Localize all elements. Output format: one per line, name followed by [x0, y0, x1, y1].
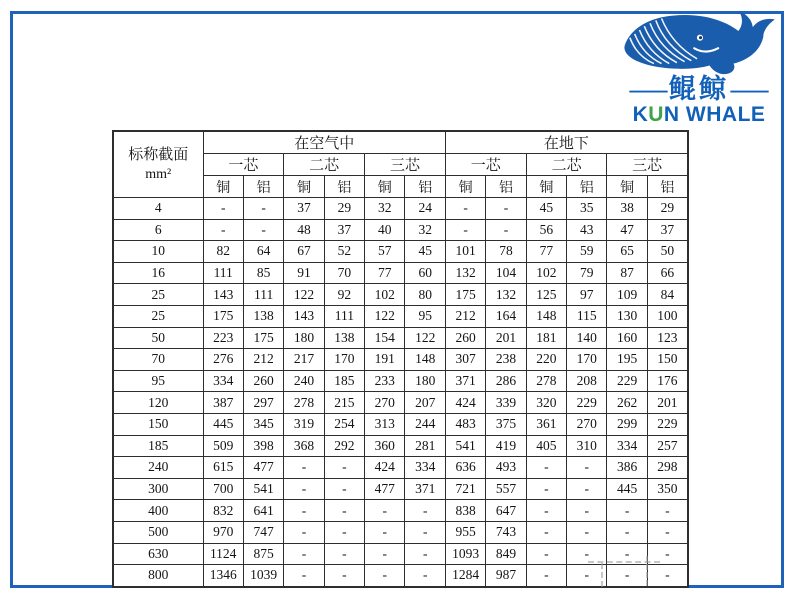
- logo-name-cn: 鲲鲸: [669, 74, 729, 104]
- data-cell: 700: [203, 478, 243, 500]
- data-cell: -: [647, 565, 687, 587]
- data-cell: 334: [203, 370, 243, 392]
- data-cell: 299: [607, 413, 647, 435]
- data-cell: 386: [607, 457, 647, 479]
- data-cell: 47: [607, 219, 647, 241]
- data-cell: 257: [647, 435, 687, 457]
- size-cell: 70: [113, 349, 203, 371]
- data-cell: 208: [567, 370, 607, 392]
- table-row: [113, 284, 688, 306]
- data-cell: 95: [405, 305, 445, 327]
- data-cell: 424: [445, 392, 485, 414]
- data-cell: 154: [365, 327, 405, 349]
- size-cell: 95: [113, 370, 203, 392]
- material-header: 铜: [284, 176, 324, 198]
- data-cell: -: [324, 521, 364, 543]
- size-cell: 240: [113, 457, 203, 479]
- data-cell: -: [203, 219, 243, 241]
- corner-label-line1: 标称截面: [128, 146, 189, 163]
- data-cell: 201: [647, 392, 687, 414]
- data-cell: 122: [284, 284, 324, 306]
- size-cell: 500: [113, 521, 203, 543]
- data-cell: 557: [486, 478, 526, 500]
- data-cell: 164: [486, 305, 526, 327]
- data-cell: 223: [203, 327, 243, 349]
- data-cell: 148: [526, 305, 566, 327]
- size-cell: 800: [113, 565, 203, 587]
- data-cell: 636: [445, 457, 485, 479]
- data-cell: -: [526, 478, 566, 500]
- data-cell: 91: [284, 262, 324, 284]
- data-cell: 132: [486, 284, 526, 306]
- data-cell: 313: [365, 413, 405, 435]
- data-cell: 254: [324, 413, 364, 435]
- data-cell: 483: [445, 413, 485, 435]
- size-cell: 630: [113, 543, 203, 565]
- data-cell: 360: [365, 435, 405, 457]
- data-cell: 509: [203, 435, 243, 457]
- data-cell: 160: [607, 327, 647, 349]
- data-cell: 270: [567, 413, 607, 435]
- data-cell: 140: [567, 327, 607, 349]
- data-cell: 143: [203, 284, 243, 306]
- data-cell: 87: [607, 262, 647, 284]
- data-cell: 229: [567, 392, 607, 414]
- data-cell: -: [567, 521, 607, 543]
- data-cell: 130: [607, 305, 647, 327]
- data-cell: 201: [486, 327, 526, 349]
- data-cell: 78: [486, 241, 526, 263]
- table-row: [113, 241, 688, 263]
- table-body: [113, 198, 688, 587]
- size-cell: 10: [113, 241, 203, 263]
- data-cell: 310: [567, 435, 607, 457]
- data-cell: 387: [203, 392, 243, 414]
- data-cell: 125: [526, 284, 566, 306]
- data-cell: -: [365, 500, 405, 522]
- size-cell: 4: [113, 198, 203, 220]
- data-cell: -: [567, 500, 607, 522]
- data-cell: 1284: [445, 565, 485, 587]
- data-cell: -: [607, 543, 647, 565]
- data-cell: 212: [445, 305, 485, 327]
- data-cell: 270: [365, 392, 405, 414]
- data-cell: -: [243, 198, 283, 220]
- data-cell: 102: [365, 284, 405, 306]
- data-cell: 66: [647, 262, 687, 284]
- data-cell: 115: [567, 305, 607, 327]
- data-cell: 111: [243, 284, 283, 306]
- data-cell: 419: [486, 435, 526, 457]
- data-cell: -: [203, 198, 243, 220]
- data-cell: 345: [243, 413, 283, 435]
- core-header: 三芯: [365, 154, 446, 176]
- data-cell: 477: [365, 478, 405, 500]
- data-cell: 1124: [203, 543, 243, 565]
- data-cell: 52: [324, 241, 364, 263]
- material-header: 铜: [526, 176, 566, 198]
- data-cell: 77: [365, 262, 405, 284]
- data-cell: 60: [405, 262, 445, 284]
- data-cell: -: [445, 219, 485, 241]
- core-header: 二芯: [284, 154, 365, 176]
- data-cell: 743: [486, 521, 526, 543]
- data-cell: 361: [526, 413, 566, 435]
- table-row: [113, 327, 688, 349]
- data-cell: 229: [647, 413, 687, 435]
- data-cell: 445: [203, 413, 243, 435]
- core-header: 二芯: [526, 154, 607, 176]
- data-cell: 50: [647, 241, 687, 263]
- env-header-underground: 在地下: [445, 131, 687, 154]
- material-header: 铜: [365, 176, 405, 198]
- data-cell: -: [526, 565, 566, 587]
- material-header: 铝: [324, 176, 364, 198]
- size-cell: 120: [113, 392, 203, 414]
- data-cell: 424: [365, 457, 405, 479]
- data-cell: 170: [324, 349, 364, 371]
- data-cell: 278: [284, 392, 324, 414]
- data-cell: 102: [526, 262, 566, 284]
- data-cell: 181: [526, 327, 566, 349]
- size-cell: 50: [113, 327, 203, 349]
- data-cell: 647: [486, 500, 526, 522]
- data-cell: -: [647, 521, 687, 543]
- data-cell: 35: [567, 198, 607, 220]
- data-cell: 67: [284, 241, 324, 263]
- data-cell: -: [284, 478, 324, 500]
- data-cell: 240: [284, 370, 324, 392]
- size-cell: 185: [113, 435, 203, 457]
- data-cell: -: [526, 521, 566, 543]
- data-cell: 138: [324, 327, 364, 349]
- data-cell: 138: [243, 305, 283, 327]
- data-cell: 375: [486, 413, 526, 435]
- data-cell: 281: [405, 435, 445, 457]
- data-cell: 1039: [243, 565, 283, 587]
- data-cell: -: [567, 565, 607, 587]
- data-cell: 70: [324, 262, 364, 284]
- data-cell: 111: [324, 305, 364, 327]
- data-cell: 955: [445, 521, 485, 543]
- data-cell: 238: [486, 349, 526, 371]
- data-cell: 875: [243, 543, 283, 565]
- data-cell: 150: [647, 349, 687, 371]
- data-cell: 229: [607, 370, 647, 392]
- env-header-row: [113, 131, 688, 154]
- data-cell: 104: [486, 262, 526, 284]
- data-cell: -: [324, 457, 364, 479]
- data-cell: -: [365, 565, 405, 587]
- data-cell: 180: [284, 327, 324, 349]
- data-cell: -: [567, 543, 607, 565]
- data-cell: 37: [647, 219, 687, 241]
- size-cell: 150: [113, 413, 203, 435]
- data-cell: -: [567, 478, 607, 500]
- data-cell: 1093: [445, 543, 485, 565]
- material-header: 铝: [405, 176, 445, 198]
- data-cell: 212: [243, 349, 283, 371]
- data-cell: 319: [284, 413, 324, 435]
- data-cell: 176: [647, 370, 687, 392]
- data-cell: -: [365, 521, 405, 543]
- data-cell: 220: [526, 349, 566, 371]
- logo-right-dash: —: [730, 74, 769, 104]
- table-row: [113, 478, 688, 500]
- data-cell: -: [405, 521, 445, 543]
- data-cell: 368: [284, 435, 324, 457]
- data-cell: -: [324, 565, 364, 587]
- cable-ampacity-table: [112, 130, 689, 588]
- data-cell: 101: [445, 241, 485, 263]
- data-cell: -: [284, 565, 324, 587]
- table-row: [113, 500, 688, 522]
- data-cell: 37: [324, 219, 364, 241]
- data-cell: 970: [203, 521, 243, 543]
- data-cell: -: [405, 565, 445, 587]
- data-cell: 77: [526, 241, 566, 263]
- watermark-artifact: [601, 563, 603, 587]
- size-cell: 25: [113, 284, 203, 306]
- table-row: [113, 392, 688, 414]
- data-cell: -: [284, 543, 324, 565]
- data-cell: 493: [486, 457, 526, 479]
- data-cell: 445: [607, 478, 647, 500]
- data-cell: -: [607, 500, 647, 522]
- data-cell: 262: [607, 392, 647, 414]
- data-cell: 38: [607, 198, 647, 220]
- data-cell: 84: [647, 284, 687, 306]
- data-cell: -: [607, 565, 647, 587]
- data-cell: 350: [647, 478, 687, 500]
- logo: [608, 6, 790, 126]
- data-cell: 65: [607, 241, 647, 263]
- logo-en-u: U: [648, 103, 664, 126]
- env-header-air: 在空气中: [203, 131, 445, 154]
- data-cell: 170: [567, 349, 607, 371]
- data-cell: 59: [567, 241, 607, 263]
- data-cell: 278: [526, 370, 566, 392]
- data-cell: -: [647, 543, 687, 565]
- data-cell: 233: [365, 370, 405, 392]
- data-cell: -: [324, 543, 364, 565]
- data-cell: 122: [405, 327, 445, 349]
- table-row: [113, 349, 688, 371]
- table-row: [113, 413, 688, 435]
- data-cell: 175: [445, 284, 485, 306]
- logo-left-dash: —: [629, 74, 668, 104]
- data-cell: 371: [405, 478, 445, 500]
- data-cell: 849: [486, 543, 526, 565]
- data-cell: 48: [284, 219, 324, 241]
- data-cell: 92: [324, 284, 364, 306]
- data-cell: 320: [526, 392, 566, 414]
- whale-icon: [614, 6, 784, 78]
- data-cell: -: [526, 457, 566, 479]
- table-row: [113, 521, 688, 543]
- table-row: [113, 435, 688, 457]
- data-cell: 195: [607, 349, 647, 371]
- table-row: [113, 457, 688, 479]
- size-cell: 6: [113, 219, 203, 241]
- table-row: [113, 305, 688, 327]
- material-header: 铝: [486, 176, 526, 198]
- data-cell: 64: [243, 241, 283, 263]
- data-cell: 29: [324, 198, 364, 220]
- material-header: 铝: [243, 176, 283, 198]
- data-cell: 29: [647, 198, 687, 220]
- table-row: [113, 198, 688, 220]
- data-cell: 721: [445, 478, 485, 500]
- data-cell: 371: [445, 370, 485, 392]
- material-header: 铝: [567, 176, 607, 198]
- data-cell: 398: [243, 435, 283, 457]
- watermark-artifact: [588, 561, 660, 563]
- data-cell: 276: [203, 349, 243, 371]
- size-cell: 16: [113, 262, 203, 284]
- data-cell: 405: [526, 435, 566, 457]
- data-cell: -: [526, 500, 566, 522]
- data-cell: 45: [405, 241, 445, 263]
- data-cell: 260: [445, 327, 485, 349]
- data-cell: 297: [243, 392, 283, 414]
- data-cell: 838: [445, 500, 485, 522]
- data-cell: -: [284, 500, 324, 522]
- size-cell: 300: [113, 478, 203, 500]
- data-cell: 244: [405, 413, 445, 435]
- corner-label-line2: mm²: [145, 166, 172, 182]
- data-cell: -: [647, 500, 687, 522]
- table-row: [113, 370, 688, 392]
- data-cell: 43: [567, 219, 607, 241]
- data-cell: -: [445, 198, 485, 220]
- data-cell: 1346: [203, 565, 243, 587]
- data-cell: 207: [405, 392, 445, 414]
- material-header: 铝: [647, 176, 687, 198]
- size-cell: 25: [113, 305, 203, 327]
- data-cell: 339: [486, 392, 526, 414]
- data-cell: 292: [324, 435, 364, 457]
- data-cell: 832: [203, 500, 243, 522]
- data-cell: 185: [324, 370, 364, 392]
- size-cell: 400: [113, 500, 203, 522]
- data-cell: -: [405, 500, 445, 522]
- data-cell: 191: [365, 349, 405, 371]
- data-cell: 477: [243, 457, 283, 479]
- data-cell: -: [486, 219, 526, 241]
- material-header: 铜: [445, 176, 485, 198]
- data-cell: 37: [284, 198, 324, 220]
- material-header: 铜: [203, 176, 243, 198]
- watermark-artifact: [646, 556, 648, 586]
- data-cell: 32: [405, 219, 445, 241]
- data-cell: 180: [405, 370, 445, 392]
- data-cell: 97: [567, 284, 607, 306]
- data-cell: 615: [203, 457, 243, 479]
- data-cell: -: [526, 543, 566, 565]
- data-cell: 307: [445, 349, 485, 371]
- data-cell: -: [324, 478, 364, 500]
- data-cell: 298: [647, 457, 687, 479]
- data-cell: 334: [405, 457, 445, 479]
- data-cell: -: [284, 457, 324, 479]
- data-cell: 747: [243, 521, 283, 543]
- data-cell: -: [324, 500, 364, 522]
- data-cell: 111: [203, 262, 243, 284]
- data-cell: -: [243, 219, 283, 241]
- data-cell: 32: [365, 198, 405, 220]
- data-cell: 641: [243, 500, 283, 522]
- data-cell: 45: [526, 198, 566, 220]
- data-cell: 40: [365, 219, 405, 241]
- data-cell: 215: [324, 392, 364, 414]
- data-cell: 217: [284, 349, 324, 371]
- data-cell: -: [405, 543, 445, 565]
- data-cell: 175: [243, 327, 283, 349]
- data-cell: 57: [365, 241, 405, 263]
- logo-en-rest: N WHALE: [663, 103, 766, 126]
- data-cell: -: [284, 521, 324, 543]
- data-cell: 541: [243, 478, 283, 500]
- data-cell: 175: [203, 305, 243, 327]
- data-cell: -: [567, 457, 607, 479]
- data-cell: 122: [365, 305, 405, 327]
- data-cell: 79: [567, 262, 607, 284]
- core-header: 三芯: [607, 154, 688, 176]
- data-cell: 123: [647, 327, 687, 349]
- data-cell: 109: [607, 284, 647, 306]
- corner-header-cell: [113, 131, 203, 198]
- data-cell: 286: [486, 370, 526, 392]
- data-cell: 541: [445, 435, 485, 457]
- data-cell: -: [365, 543, 405, 565]
- data-cell: 148: [405, 349, 445, 371]
- data-cell: 56: [526, 219, 566, 241]
- material-header: 铜: [607, 176, 647, 198]
- data-cell: 85: [243, 262, 283, 284]
- data-cell: -: [607, 521, 647, 543]
- data-cell: 24: [405, 198, 445, 220]
- data-cell: 80: [405, 284, 445, 306]
- data-cell: 143: [284, 305, 324, 327]
- logo-en-k: K: [632, 103, 649, 126]
- logo-name-en: [608, 104, 790, 126]
- core-header: 一芯: [203, 154, 284, 176]
- table-row: [113, 219, 688, 241]
- data-cell: 82: [203, 241, 243, 263]
- core-header: 一芯: [445, 154, 526, 176]
- table-row: [113, 262, 688, 284]
- data-cell: 132: [445, 262, 485, 284]
- data-cell: 334: [607, 435, 647, 457]
- data-cell: -: [486, 198, 526, 220]
- data-cell: 260: [243, 370, 283, 392]
- logo-name-cn-row: [608, 76, 790, 102]
- data-cell: 987: [486, 565, 526, 587]
- data-cell: 100: [647, 305, 687, 327]
